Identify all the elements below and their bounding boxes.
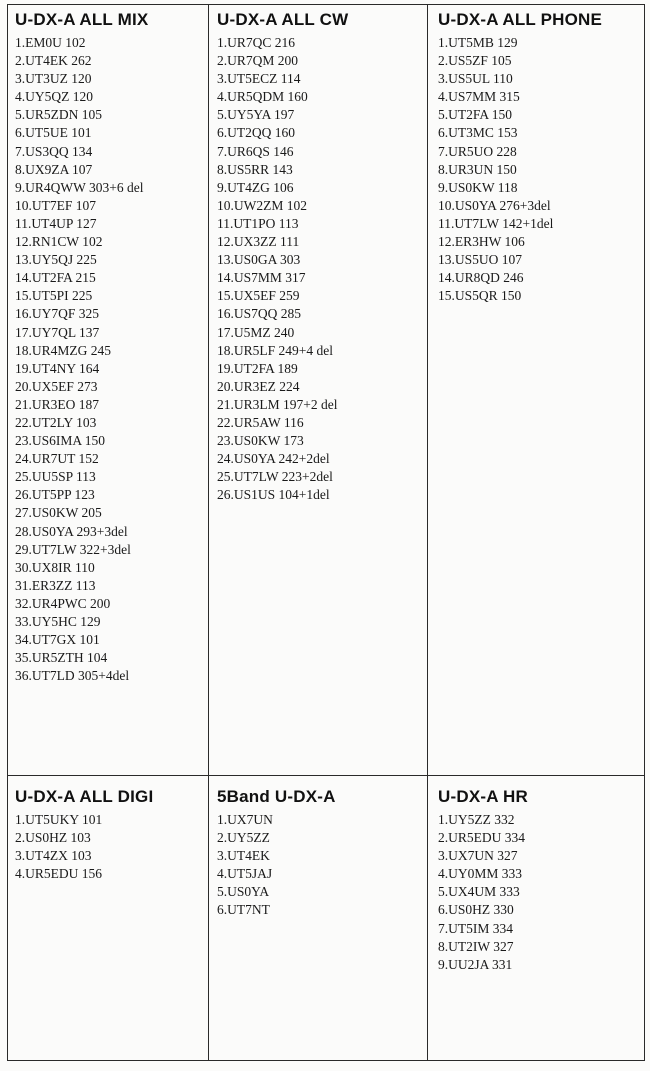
result-entry: 5.UT2FA 150: [438, 107, 513, 123]
section-five-band: [209, 776, 427, 920]
result-entry: 3.UX7UN 327: [438, 848, 518, 864]
result-entry: 8.US5RR 143: [217, 161, 293, 177]
result-entry: 11.UT1PO 113: [217, 215, 299, 231]
result-entry: 3.UT3UZ 120: [15, 71, 92, 87]
result-entry: 33.UY5HC 129: [15, 614, 101, 629]
section-title: U-DX-A ALL CW: [217, 10, 349, 29]
result-entry: 14.UR8QD 246: [438, 270, 524, 286]
cell-all-phone: [428, 5, 645, 776]
result-entry: 10.UW2ZM 102: [217, 197, 307, 213]
entry-list: [438, 34, 644, 305]
result-entry: 6.UT3MC 153: [438, 125, 518, 141]
result-entry: 23.US6IMA 150: [15, 433, 106, 449]
result-entry: 3.UT5ECZ 114: [217, 71, 301, 87]
result-entry: 12.ER3HW 106: [438, 234, 525, 250]
cell-all-mix: [8, 5, 209, 776]
section-all-digi: [8, 776, 208, 883]
result-entry: 31.ER3ZZ 113: [15, 577, 96, 593]
result-entry: 2.UT4EK 262: [15, 53, 92, 69]
result-entry: 2.UR7QM 200: [217, 53, 299, 69]
result-entry: 8.UR3UN 150: [438, 161, 517, 177]
result-entry: 14.US7MM 317: [217, 270, 306, 286]
result-entry: 6.UT5UE 101: [15, 125, 92, 141]
results-row-bottom: [8, 776, 645, 1061]
result-entry: 1.UT5MB 129: [438, 35, 518, 50]
result-entry: 18.UR4MZG 245: [15, 342, 112, 358]
result-entry: 24.UR7UT 152: [15, 451, 99, 467]
entry-list: [217, 811, 427, 920]
result-entry: 15.UX5EF 259: [217, 288, 300, 304]
result-entry: 15.UT5PI 225: [15, 288, 93, 304]
result-entry: 25.UT7LW 223+2del: [217, 469, 333, 485]
result-entry: 9.US0KW 118: [438, 179, 518, 195]
result-entry: 25.UU5SP 113: [15, 469, 96, 485]
result-entry: 14.UT2FA 215: [15, 270, 96, 286]
cell-five-band: [209, 776, 428, 1061]
result-entry: 27.US0KW 205: [15, 505, 102, 521]
section-title: U-DX-A ALL MIX: [15, 10, 149, 29]
result-entry: 4.UR5QDM 160: [217, 89, 308, 105]
result-entry: 4.UY0MM 333: [438, 866, 523, 882]
result-entry: 30.UX8IR 110: [15, 559, 95, 575]
result-entry: 36.UT7LD 305+4del: [15, 668, 130, 684]
section-title: U-DX-A ALL PHONE: [438, 10, 603, 29]
result-entry: 2.US5ZF 105: [438, 53, 512, 69]
result-entry: 19.UT2FA 189: [217, 360, 298, 376]
result-entry: 22.UR5AW 116: [217, 414, 304, 430]
result-entry: 9.UT4ZG 106: [217, 179, 294, 195]
cell-all-cw: [209, 5, 428, 776]
result-entry: 26.UT5PP 123: [15, 487, 95, 503]
section-all-mix: [8, 5, 208, 685]
result-entry: 7.US3QQ 134: [15, 143, 93, 159]
result-entry: 1.UX7UN: [217, 812, 273, 827]
result-entry: 3.UT4ZX 103: [15, 848, 92, 864]
result-entry: 7.UR6QS 146: [217, 143, 294, 159]
section-hr: [428, 776, 644, 974]
result-entry: 8.UT2IW 327: [438, 938, 514, 954]
result-entry: 28.US0YA 293+3del: [15, 523, 128, 539]
cell-all-digi: [8, 776, 209, 1061]
result-entry: 9.UR4QWW 303+6 del: [15, 179, 144, 195]
result-entry: 12.RN1CW 102: [15, 234, 103, 250]
result-entry: 8.UX9ZA 107: [15, 161, 93, 177]
result-entry: 2.UR5EDU 334: [438, 830, 525, 846]
section-all-cw: [209, 5, 427, 504]
result-entry: 11.UT7LW 142+1del: [438, 215, 554, 231]
result-entry: 16.US7QQ 285: [217, 306, 302, 322]
results-row-top: [8, 5, 645, 776]
cell-hr: [428, 776, 645, 1061]
result-entry: 18.UR5LF 249+4 del: [217, 342, 333, 358]
section-title: U-DX-A ALL DIGI: [15, 787, 154, 806]
entry-list: [15, 34, 208, 685]
result-entry: 3.UT4EK: [217, 848, 270, 864]
result-entry: 4.US7MM 315: [438, 89, 520, 105]
result-entry: 16.UY7QF 325: [15, 306, 100, 322]
result-entry: 1.UT5UKY 101: [15, 812, 103, 827]
result-entry: 29.UT7LW 322+3del: [15, 541, 131, 557]
result-entry: 20.UR3EZ 224: [217, 378, 300, 394]
result-entry: 34.UT7GX 101: [15, 632, 100, 648]
result-entry: 10.UT7EF 107: [15, 197, 96, 213]
result-entry: 6.UT2QQ 160: [217, 125, 295, 141]
result-entry: 7.UR5UO 228: [438, 143, 517, 159]
result-entry: 23.US0KW 173: [217, 433, 304, 449]
result-entry: 5.UX4UM 333: [438, 884, 520, 900]
entry-list: [438, 811, 644, 974]
result-entry: 4.UT5JAJ: [217, 866, 273, 882]
section-title: 5Band U-DX-A: [217, 787, 336, 806]
result-entry: 5.US0YA: [217, 884, 270, 900]
result-entry: 1.UY5ZZ 332: [438, 812, 515, 827]
result-entry: 6.US0HZ 330: [438, 902, 514, 918]
result-entry: 21.UR3EO 187: [15, 396, 99, 412]
result-entry: 35.UR5ZTH 104: [15, 650, 108, 666]
result-entry: 6.UT7NT: [217, 902, 270, 918]
result-entry: 20.UX5EF 273: [15, 378, 98, 394]
result-entry: 13.US0GA 303: [217, 252, 301, 268]
result-entry: 26.US1US 104+1del: [217, 487, 330, 503]
result-entry: 22.UT2LY 103: [15, 414, 97, 430]
result-entry: 11.UT4UP 127: [15, 215, 97, 231]
result-entry: 19.UT4NY 164: [15, 360, 100, 376]
result-entry: 2.UY5ZZ: [217, 830, 270, 846]
result-entry: 5.UR5ZDN 105: [15, 107, 102, 123]
section-title: U-DX-A HR: [438, 787, 528, 806]
result-entry: 2.US0HZ 103: [15, 830, 91, 846]
result-entry: 7.UT5IM 334: [438, 920, 513, 936]
result-entry: 3.US5UL 110: [438, 71, 513, 87]
result-entry: 10.US0YA 276+3del: [438, 197, 551, 213]
result-entry: 32.UR4PWC 200: [15, 595, 111, 611]
result-entry: 15.US5QR 150: [438, 288, 522, 304]
entry-list: [217, 34, 427, 504]
result-entry: 17.UY7QL 137: [15, 324, 100, 340]
result-entry: 21.UR3LM 197+2 del: [217, 396, 338, 412]
result-entry: 13.UY5QJ 225: [15, 252, 97, 268]
result-entry: 1.UR7QC 216: [217, 35, 296, 50]
results-table: [7, 4, 645, 1061]
result-entry: 4.UY5QZ 120: [15, 89, 93, 105]
section-all-phone: [428, 5, 644, 305]
entry-list: [15, 811, 208, 883]
result-entry: 5.UY5YA 197: [217, 107, 295, 123]
result-entry: 17.U5MZ 240: [217, 324, 295, 340]
result-entry: 24.US0YA 242+2del: [217, 451, 330, 467]
result-entry: 9.UU2JA 331: [438, 956, 513, 972]
result-entry: 12.UX3ZZ 111: [217, 234, 300, 250]
result-entry: 13.US5UO 107: [438, 252, 523, 268]
result-entry: 4.UR5EDU 156: [15, 866, 102, 882]
result-entry: 1.EM0U 102: [15, 35, 86, 50]
